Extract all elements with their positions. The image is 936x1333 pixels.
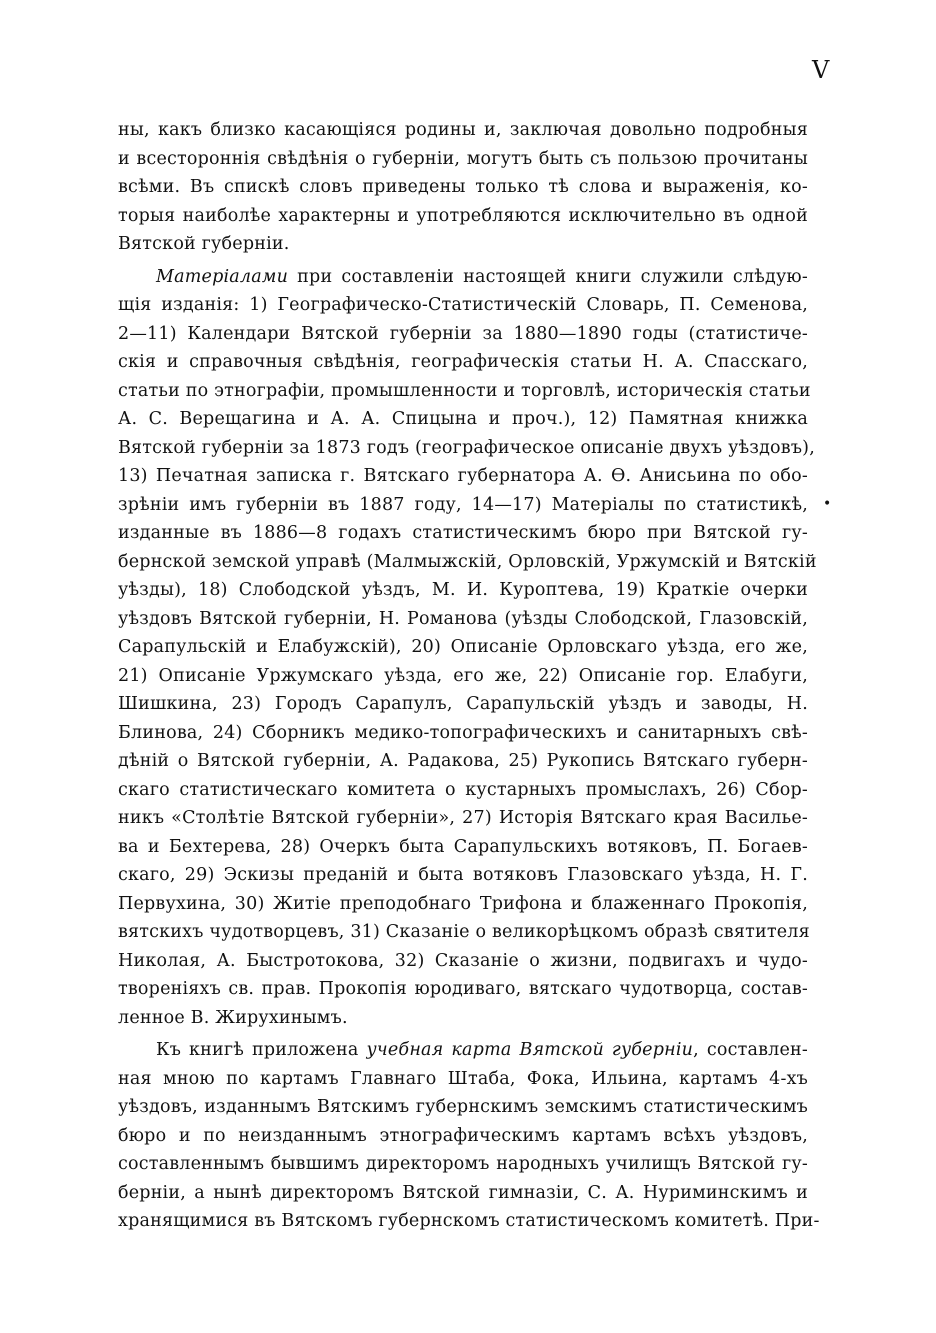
text-line: бернской земской управѣ (Малмыжскій, Орловскій, Уржумскій и Вятскій [118,551,817,572]
text-line: ны, какъ близко касающіяся родины и, заключая довольно подробныя [118,120,808,140]
page-number: V [812,56,830,84]
paragraph-3 [118,1036,820,1236]
text-line: изданные въ 1886—8 годахъ статистическимъ бюро при Вятской гу- [118,523,808,543]
text-line: уѣздовъ, изданнымъ Вятскимъ губернскимъ земскимъ статистическимъ [118,1097,808,1117]
emphasis-text: Матеріалами [156,266,289,287]
text-line: торыя наиболѣе характерны и употребляются исключительно въ одной [118,205,808,226]
text-line: ная мною по картамъ Главнаго Штаба, Фока, Ильина, картамъ 4-хъ [118,1068,808,1089]
text-line: бюро и по неизданнымъ этнографическимъ картамъ всѣхъ уѣздовъ, [118,1125,808,1146]
text-line: Блинова, 24) Сборникъ медико-топографическихъ и санитарныхъ свѣ- [118,722,808,743]
text-run: , составлен- [693,1040,809,1060]
text-line: берніи, а нынѣ директоромъ Вятской гимназіи, С. А. Нуриминскимъ и [118,1182,808,1203]
text-line: Вятской губерніи. [118,234,290,254]
text-run: при составленіи настоящей книги служили слѣдую- [288,266,808,287]
text-line: составленнымъ бывшимъ директоромъ народныхъ училищъ Вятской гу- [118,1154,808,1174]
text-line [118,263,808,292]
text-line: статьи по этнографіи, промышленности и торговлѣ, историческія статьи [118,380,811,401]
emphasis-text: учебная карта Вятской губерніи [366,1040,694,1060]
text-line: уѣздовъ Вятской губерніи, Н. Романова (уѣзды Слободской, Глазовскій, [118,608,808,629]
text-line: 13) Печатная записка г. Вятскаго губернатора А. Ѳ. Анисьина по обо- [118,466,808,486]
paragraph-1 [118,116,808,259]
text-line: Первухина, 30) Житіе преподобнаго Трифона и блаженнаго Прокопія, [118,893,808,914]
paragraph-2 [118,263,817,1033]
text-line: твореніяхъ св. прав. Прокопія юродиваго, вятскаго чудотворца, состав- [118,979,808,999]
text-line: скія и справочныя свѣдѣнія, географическія статьи Н. А. Спасскаго, [118,352,808,372]
text-line: ленное В. Жирухинымъ. [118,1007,348,1028]
text-line: Шишкина, 23) Городъ Сарапулъ, Сарапульскій уѣздъ и заводы, Н. [118,694,808,714]
text-line: Сарапульскій и Елабужскій), 20) Описаніе Орловскаго уѣзда, его же, [118,637,808,657]
margin-mark: • [823,496,832,512]
text-line: дѣній о Вятской губерніи, А. Радакова, 25) Рукопись Вятскаго губерн- [118,751,808,771]
text-line: А. С. Верещагина и А. А. Спицына и проч.), 12) Памятная книжка [118,409,808,429]
text-line: вятскихъ чудотворцевъ, 31) Сказаніе о великорѣцкомъ образѣ святителя [118,922,810,942]
text-line: всѣми. Въ спискѣ словъ приведены только тѣ слова и выраженія, ко- [118,177,808,197]
text-line: 2—11) Календари Вятской губерніи за 1880—1890 годы (статистиче- [118,323,808,344]
text-line: и всестороннія свѣдѣнія о губерніи, могутъ быть съ пользою прочитаны [118,148,808,169]
text-line: уѣзды), 18) Слободской уѣздъ, М. И. Куроптева, 19) Краткіе очерки [118,580,808,600]
text-run: Къ книгѣ приложена [156,1040,367,1060]
text-line: скаго, 29) Эскизы преданій и быта вотяковъ Глазовскаго уѣзда, Н. Г. [118,865,808,885]
text-line: скаго статистическаго комитета о кустарныхъ промыслахъ, 26) Сбор- [118,779,808,800]
text-line: зрѣніи имъ губерніи въ 1887 году, 14—17) Матеріалы по статистикѣ, [118,494,808,515]
text-line: щія изданія: 1) Географическо-Статистическій Словарь, П. Семенова, [118,295,808,315]
text-line: 21) Описаніе Уржумскаго уѣзда, его же, 22) Описаніе гор. Елабуги, [118,665,808,686]
body-text [118,116,820,1236]
text-line: никъ «Столѣтіе Вятской губерніи», 27) Исторія Вятскаго края Васильe- [118,808,808,828]
text-line: Николая, А. Быстротокова, 32) Сказаніе о жизни, подвигахъ и чудо- [118,950,808,971]
text-line [118,1036,808,1065]
text-line: ва и Бехтерева, 28) Очеркъ быта Сарапульскихъ вотяковъ, П. Богаев- [118,836,808,857]
text-line: Вятской губерніи за 1873 годъ (географическое описаніе двухъ уѣздовъ), [118,437,815,458]
text-line: хранящимися въ Вятскомъ губернскомъ статистическомъ комитетѣ. При- [118,1211,820,1231]
